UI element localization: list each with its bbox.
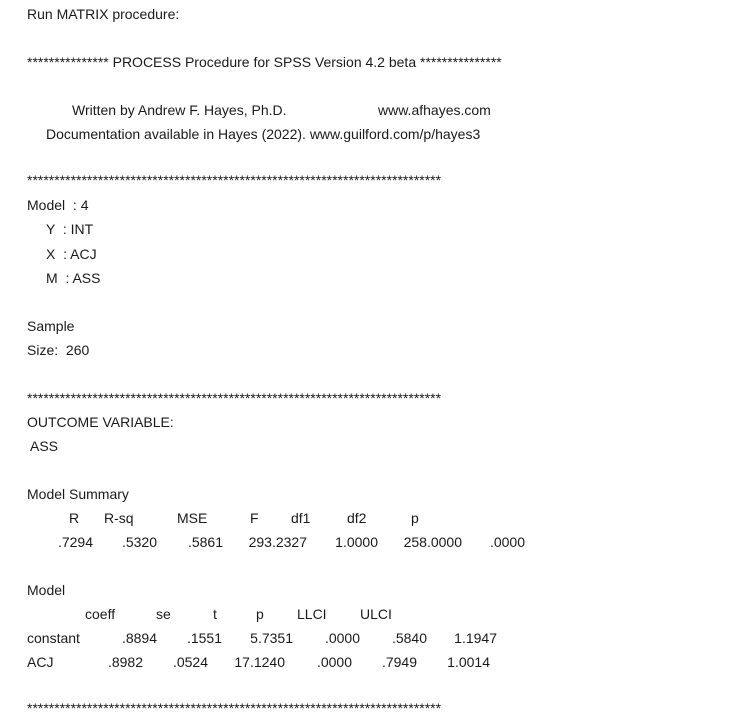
process-banner: *************** PROCESS Procedure for SPSS Version 4.2 beta *************** [27,54,502,70]
value-cell: 1.1947 [454,630,497,646]
value-cell: .0524 [172,654,208,670]
header-cell: df1 [291,510,311,526]
header-cell: MSE [177,510,208,526]
header-cell: t [213,606,217,622]
run-matrix-line: Run MATRIX procedure: [27,6,180,22]
value-cell: 17.1240 [234,654,285,670]
separator: **************************************************************************** [27,172,442,188]
value-cell: 5.7351 [250,630,293,646]
model-title: Model [27,582,66,598]
outcome-variable: ASS [30,438,59,454]
y-variable: Y : INT [46,221,94,237]
value-cell: .8894 [121,630,157,646]
header-cell: R [69,510,80,526]
author-url: www.afhayes.com [378,102,491,118]
separator: **************************************************************************** [27,700,442,716]
value-cell: .8982 [107,654,143,670]
value-cell: .5320 [121,534,157,550]
value-cell: .7949 [381,654,417,670]
header-cell: F [250,510,259,526]
header-cell: ULCI [360,606,392,622]
sample-size: Size: 260 [27,342,90,358]
value-cell: .5840 [391,630,427,646]
value-cell: 258.0000 [403,534,462,550]
value-cell: .7294 [57,534,93,550]
x-variable: X : ACJ [46,246,97,262]
header-cell: coeff [85,606,116,622]
model-summary-title: Model Summary [27,486,129,502]
value-cell: .0000 [316,654,352,670]
value-cell: .1551 [186,630,222,646]
header-cell: p [411,510,419,526]
model-number: Model : 4 [27,197,89,213]
header-cell: df2 [347,510,367,526]
value-cell: .0000 [489,534,525,550]
header-cell: p [256,606,264,622]
outcome-label: OUTCOME VARIABLE: [27,414,174,430]
m-variable: M : ASS [46,270,101,286]
value-cell: 1.0014 [447,654,490,670]
header-cell: LLCI [297,606,327,622]
author-line: Written by Andrew F. Hayes, Ph.D. [72,102,287,118]
header-cell: R-sq [104,510,134,526]
value-cell: .5861 [187,534,223,550]
value-cell: .0000 [324,630,360,646]
row-label: ACJ [27,654,54,670]
header-cell: se [156,606,171,622]
row-label: constant [27,630,80,646]
value-cell: 293.2327 [248,534,307,550]
separator: **************************************************************************** [27,390,442,406]
documentation-line: Documentation available in Hayes (2022). www.guilford.com/p/hayes3 [46,126,481,142]
value-cell: 1.0000 [335,534,378,550]
sample-label: Sample [27,318,75,334]
